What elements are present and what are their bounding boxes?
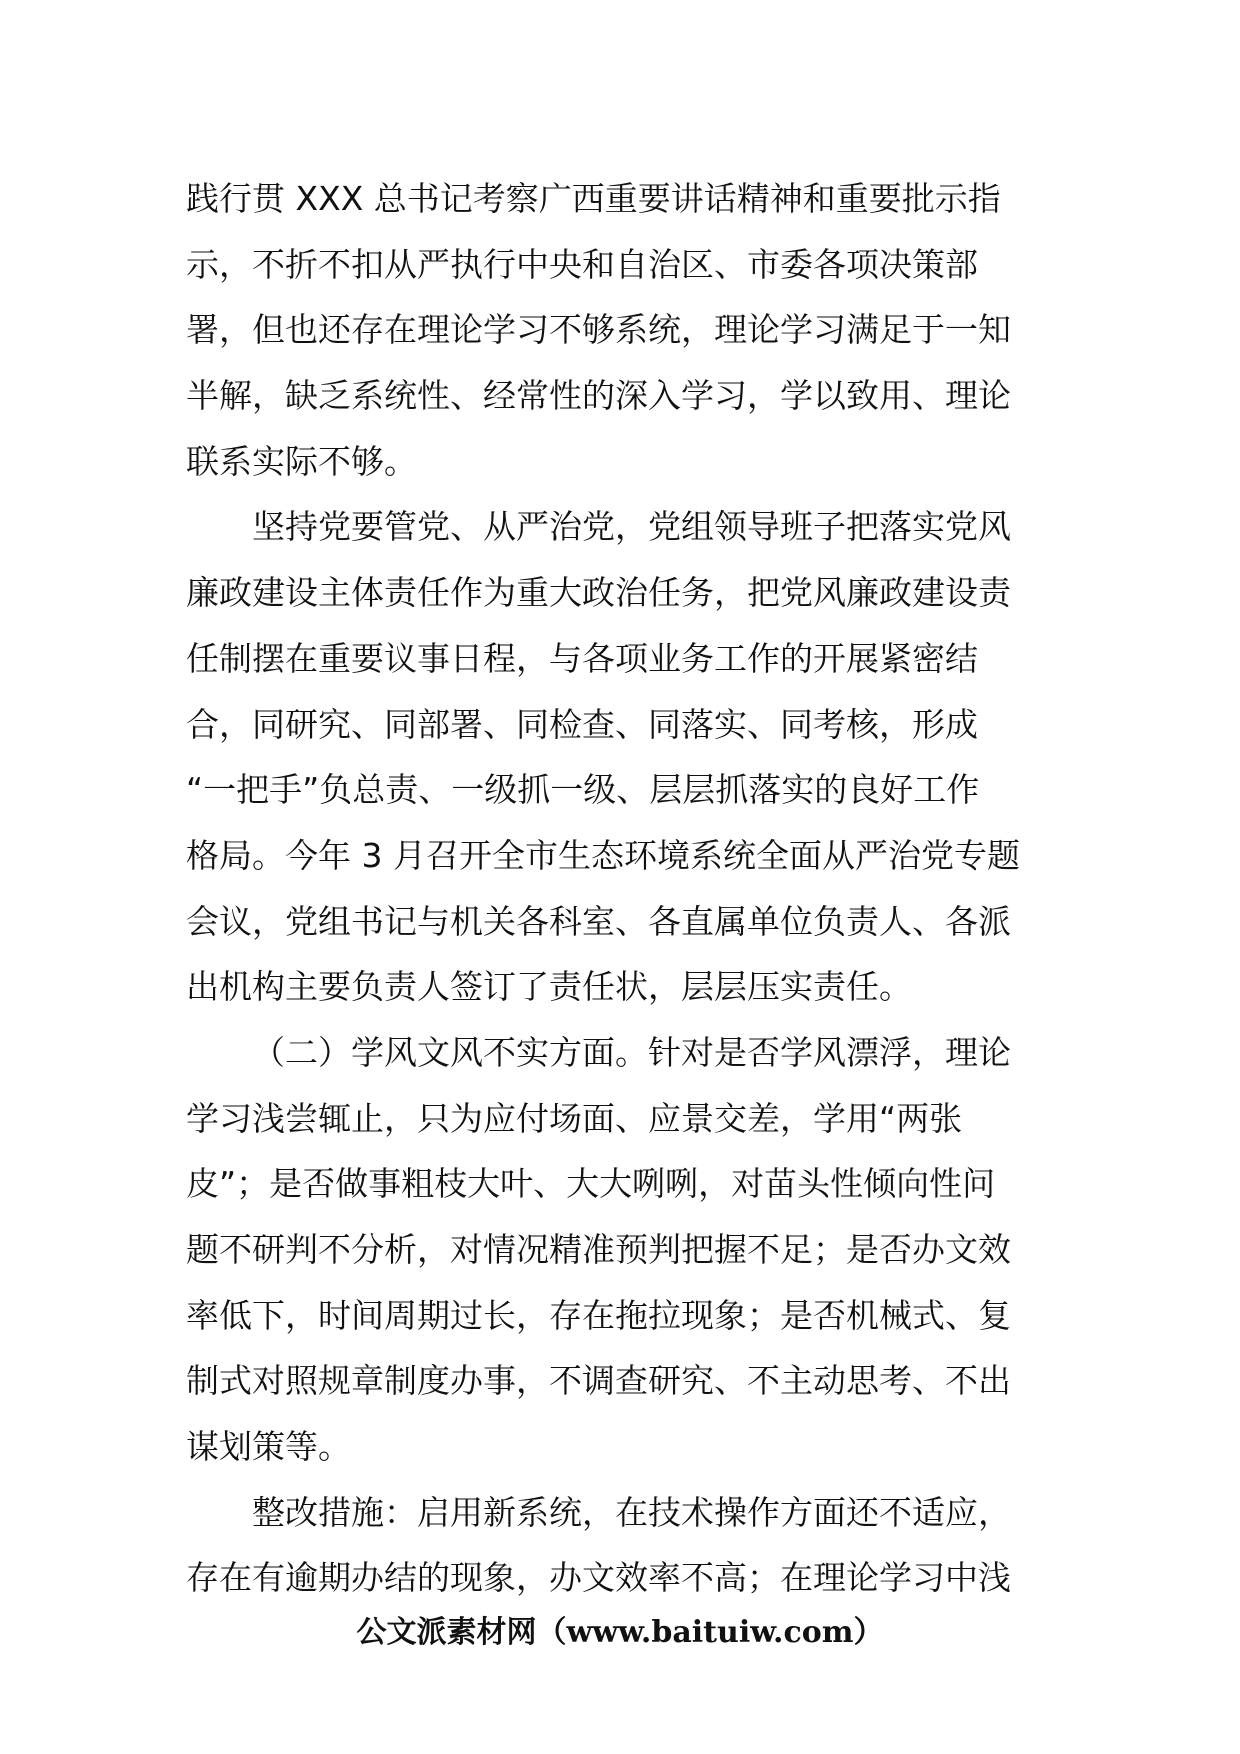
text-line: 率低下，时间周期过长，存在拖拉现象；是否机械式、复: [186, 1295, 1011, 1335]
text-line: 谋划策等。: [186, 1427, 351, 1467]
text-line: 半解，缺乏系统性、经常性的深入学习，学以致用、理论: [186, 376, 1011, 416]
text-line: 制式对照规章制度办事，不调查研究、不主动思考、不出: [186, 1361, 1011, 1401]
text-line: 署，但也还存在理论学习不够系统，理论学习满足于一知: [186, 310, 1011, 350]
body-text: [186, 166, 1056, 1611]
text-line: 合，同研究、同部署、同检查、同落实、同考核，形成: [186, 704, 978, 744]
text-line: 学习浅尝辄止，只为应付场面、应景交差，学用“两张: [186, 1098, 963, 1138]
text-line: 皮”；是否做事粗枝大叶、大大咧咧，对苗头性倾向性问: [186, 1164, 996, 1204]
text-line: （二）学风文风不实方面。针对是否学风漂浮，理论: [252, 1032, 1011, 1072]
text-line: “一把手”负总责、一级抓一级、层层抓落实的良好工作: [186, 770, 980, 810]
text-line: 廉政建设主体责任作为重大政治任务，把党风廉政建设责: [186, 573, 1011, 613]
text-line: 任制摆在重要议事日程，与各项业务工作的开展紧密结: [186, 638, 978, 678]
text-line: 联系实际不够。: [186, 441, 417, 481]
text-line: 践行贯 XXX 总书记考察广西重要讲话精神和重要批示指: [186, 179, 1001, 218]
text-line: 出机构主要负责人签订了责任状，层层压实责任。: [186, 967, 912, 1007]
text-line: 存在有逾期办结的现象，办文效率不高；在理论学习中浅: [186, 1558, 1011, 1598]
text-line: 示，不折不扣从严执行中央和自治区、市委各项决策部: [186, 244, 978, 284]
text-line: 整改措施：启用新系统，在技术操作方面还不适应，: [252, 1492, 1011, 1532]
text-line: 格局。今年 3 月召开全市生态环境系统全面从严治党专题: [186, 835, 1020, 875]
text-line: 会议，党组书记与机关各科室、各直属单位负责人、各派: [186, 901, 1011, 941]
text-line: 题不研判不分析，对情况精准预判把握不足；是否办文效: [186, 1230, 1011, 1269]
footer-watermark: 公文派素材网（www.baituiw.com）: [356, 1615, 884, 1650]
text-line: 坚持党要管党、从严治党，党组领导班子把落实党风: [252, 507, 1011, 547]
